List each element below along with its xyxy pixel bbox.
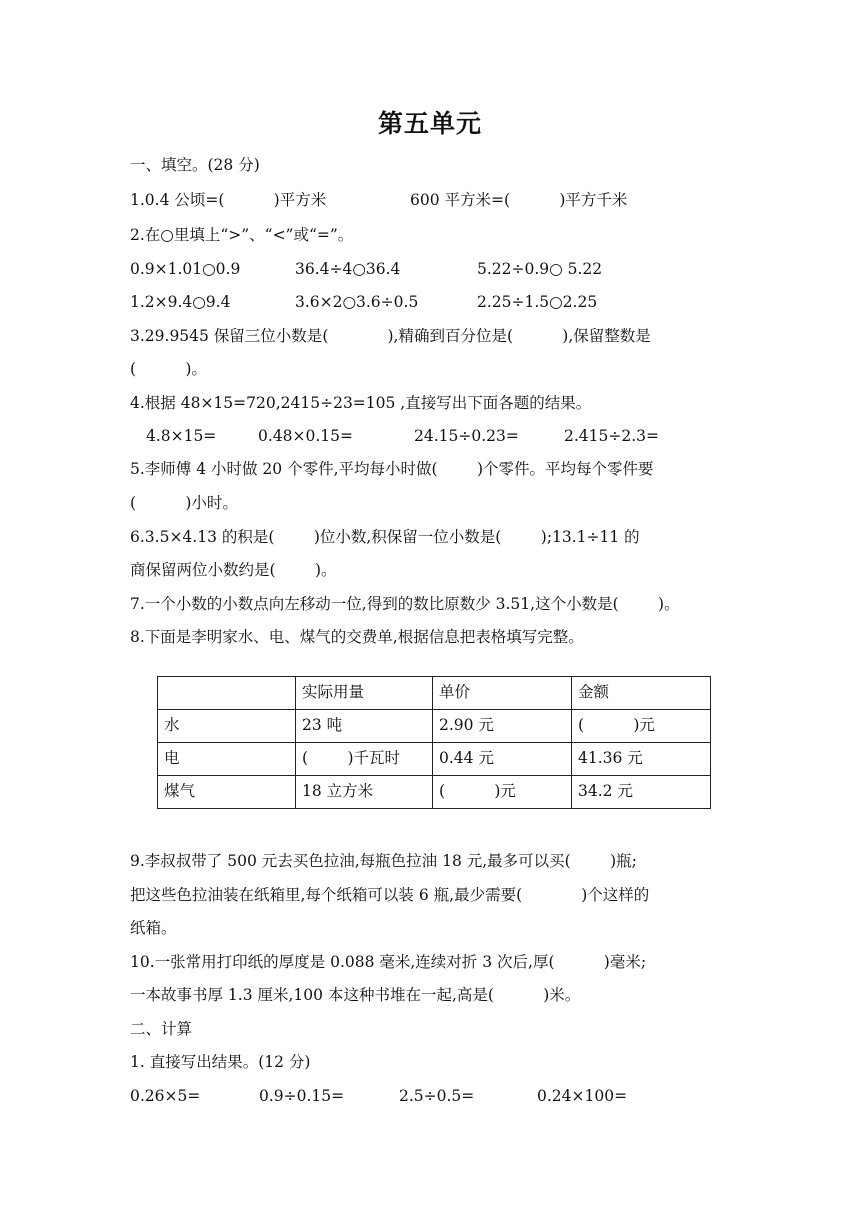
- q5-line2: ( )小时。: [130, 494, 238, 512]
- table-row: [158, 743, 711, 776]
- q2-item: 1.2×9.4○9.4: [130, 293, 231, 311]
- table-header-cell: 实际用量: [296, 677, 433, 710]
- q4-item: 4.8×15=: [146, 427, 217, 445]
- q9-line1: 9.李叔叔带了 500 元去买色拉油,每瓶色拉油 18 元,最多可以买( )瓶;: [130, 852, 637, 870]
- table-cell: ( )元: [572, 710, 711, 743]
- table-cell: 0.44 元: [433, 743, 572, 776]
- q2-item: 2.25÷1.5○2.25: [477, 293, 598, 311]
- calc-item: 0.26×5=: [130, 1087, 201, 1105]
- table-header-row: [158, 677, 711, 710]
- table-cell: 煤气: [158, 776, 296, 809]
- q4-item: 24.15÷0.23=: [414, 427, 519, 445]
- section1-heading: 一、填空。(28 分): [130, 156, 260, 174]
- q4-item: 2.415÷2.3=: [564, 427, 659, 445]
- calc-item: 2.5÷0.5=: [399, 1087, 475, 1105]
- q2-item: 5.22÷0.9○ 5.22: [477, 260, 603, 278]
- table-cell: ( )千瓦时: [296, 743, 433, 776]
- q2-item: 3.6×2○3.6÷0.5: [295, 293, 419, 311]
- q6-line1: 6.3.5×4.13 的积是( )位小数,积保留一位小数是( );13.1÷11 的: [130, 528, 640, 546]
- q8-text: 8.下面是李明家水、电、煤气的交费单,根据信息把表格填写完整。: [130, 628, 584, 646]
- bill-table: [157, 676, 711, 809]
- page-title: 第五单元: [377, 109, 482, 138]
- table-cell: 水: [158, 710, 296, 743]
- table-cell: 41.36 元: [572, 743, 711, 776]
- calc-item: 0.24×100=: [537, 1087, 628, 1105]
- q10-line2: 一本故事书厚 1.3 厘米,100 本这种书堆在一起,高是( )米。: [130, 986, 581, 1004]
- q7-text: 7.一个小数的小数点向左移动一位,得到的数比原数少 3.51,这个小数是( )。: [130, 595, 680, 613]
- q1-a: 1.0.4 公顷=( )平方米: [130, 191, 327, 209]
- q2-item: 0.9×1.01○0.9: [130, 260, 241, 278]
- q4-item: 0.48×0.15=: [258, 427, 353, 445]
- table-cell: 2.90 元: [433, 710, 572, 743]
- q2-text: 2.在○里填上“>”、“<”或“=”。: [130, 226, 354, 244]
- table-row: [158, 776, 711, 809]
- table-cell: 34.2 元: [572, 776, 711, 809]
- section2-sub1: 1. 直接写出结果。(12 分): [130, 1053, 311, 1071]
- section2-heading: 二、计算: [130, 1020, 193, 1038]
- q6-line2: 商保留两位小数约是( )。: [130, 561, 337, 579]
- table-row: [158, 710, 711, 743]
- q3-line1: 3.29.9545 保留三位小数是( ),精确到百分位是( ),保留整数是: [130, 327, 651, 345]
- q5-line1: 5.李师傅 4 小时做 20 个零件,平均每小时做( )个零件。平均每个零件要: [130, 460, 654, 478]
- q1-b: 600 平方米=( )平方千米: [410, 191, 628, 209]
- table-cell: 电: [158, 743, 296, 776]
- q9-line2: 把这些色拉油装在纸箱里,每个纸箱可以装 6 瓶,最少需要( )个这样的: [130, 886, 650, 904]
- q4-text: 4.根据 48×15=720,2415÷23=105 ,直接写出下面各题的结果。: [130, 394, 592, 412]
- table-header-cell: [158, 677, 296, 710]
- q10-line1: 10.一张常用打印纸的厚度是 0.088 毫米,连续对折 3 次后,厚( )毫米;: [130, 953, 647, 971]
- calc-item: 0.9÷0.15=: [259, 1087, 345, 1105]
- table-cell: 23 吨: [296, 710, 433, 743]
- table-cell: ( )元: [433, 776, 572, 809]
- table-header-cell: 金额: [572, 677, 711, 710]
- table-header-cell: 单价: [433, 677, 572, 710]
- q2-item: 36.4÷4○36.4: [295, 260, 401, 278]
- table-cell: 18 立方米: [296, 776, 433, 809]
- q9-line3: 纸箱。: [130, 919, 177, 937]
- q3-line2: ( )。: [130, 360, 207, 378]
